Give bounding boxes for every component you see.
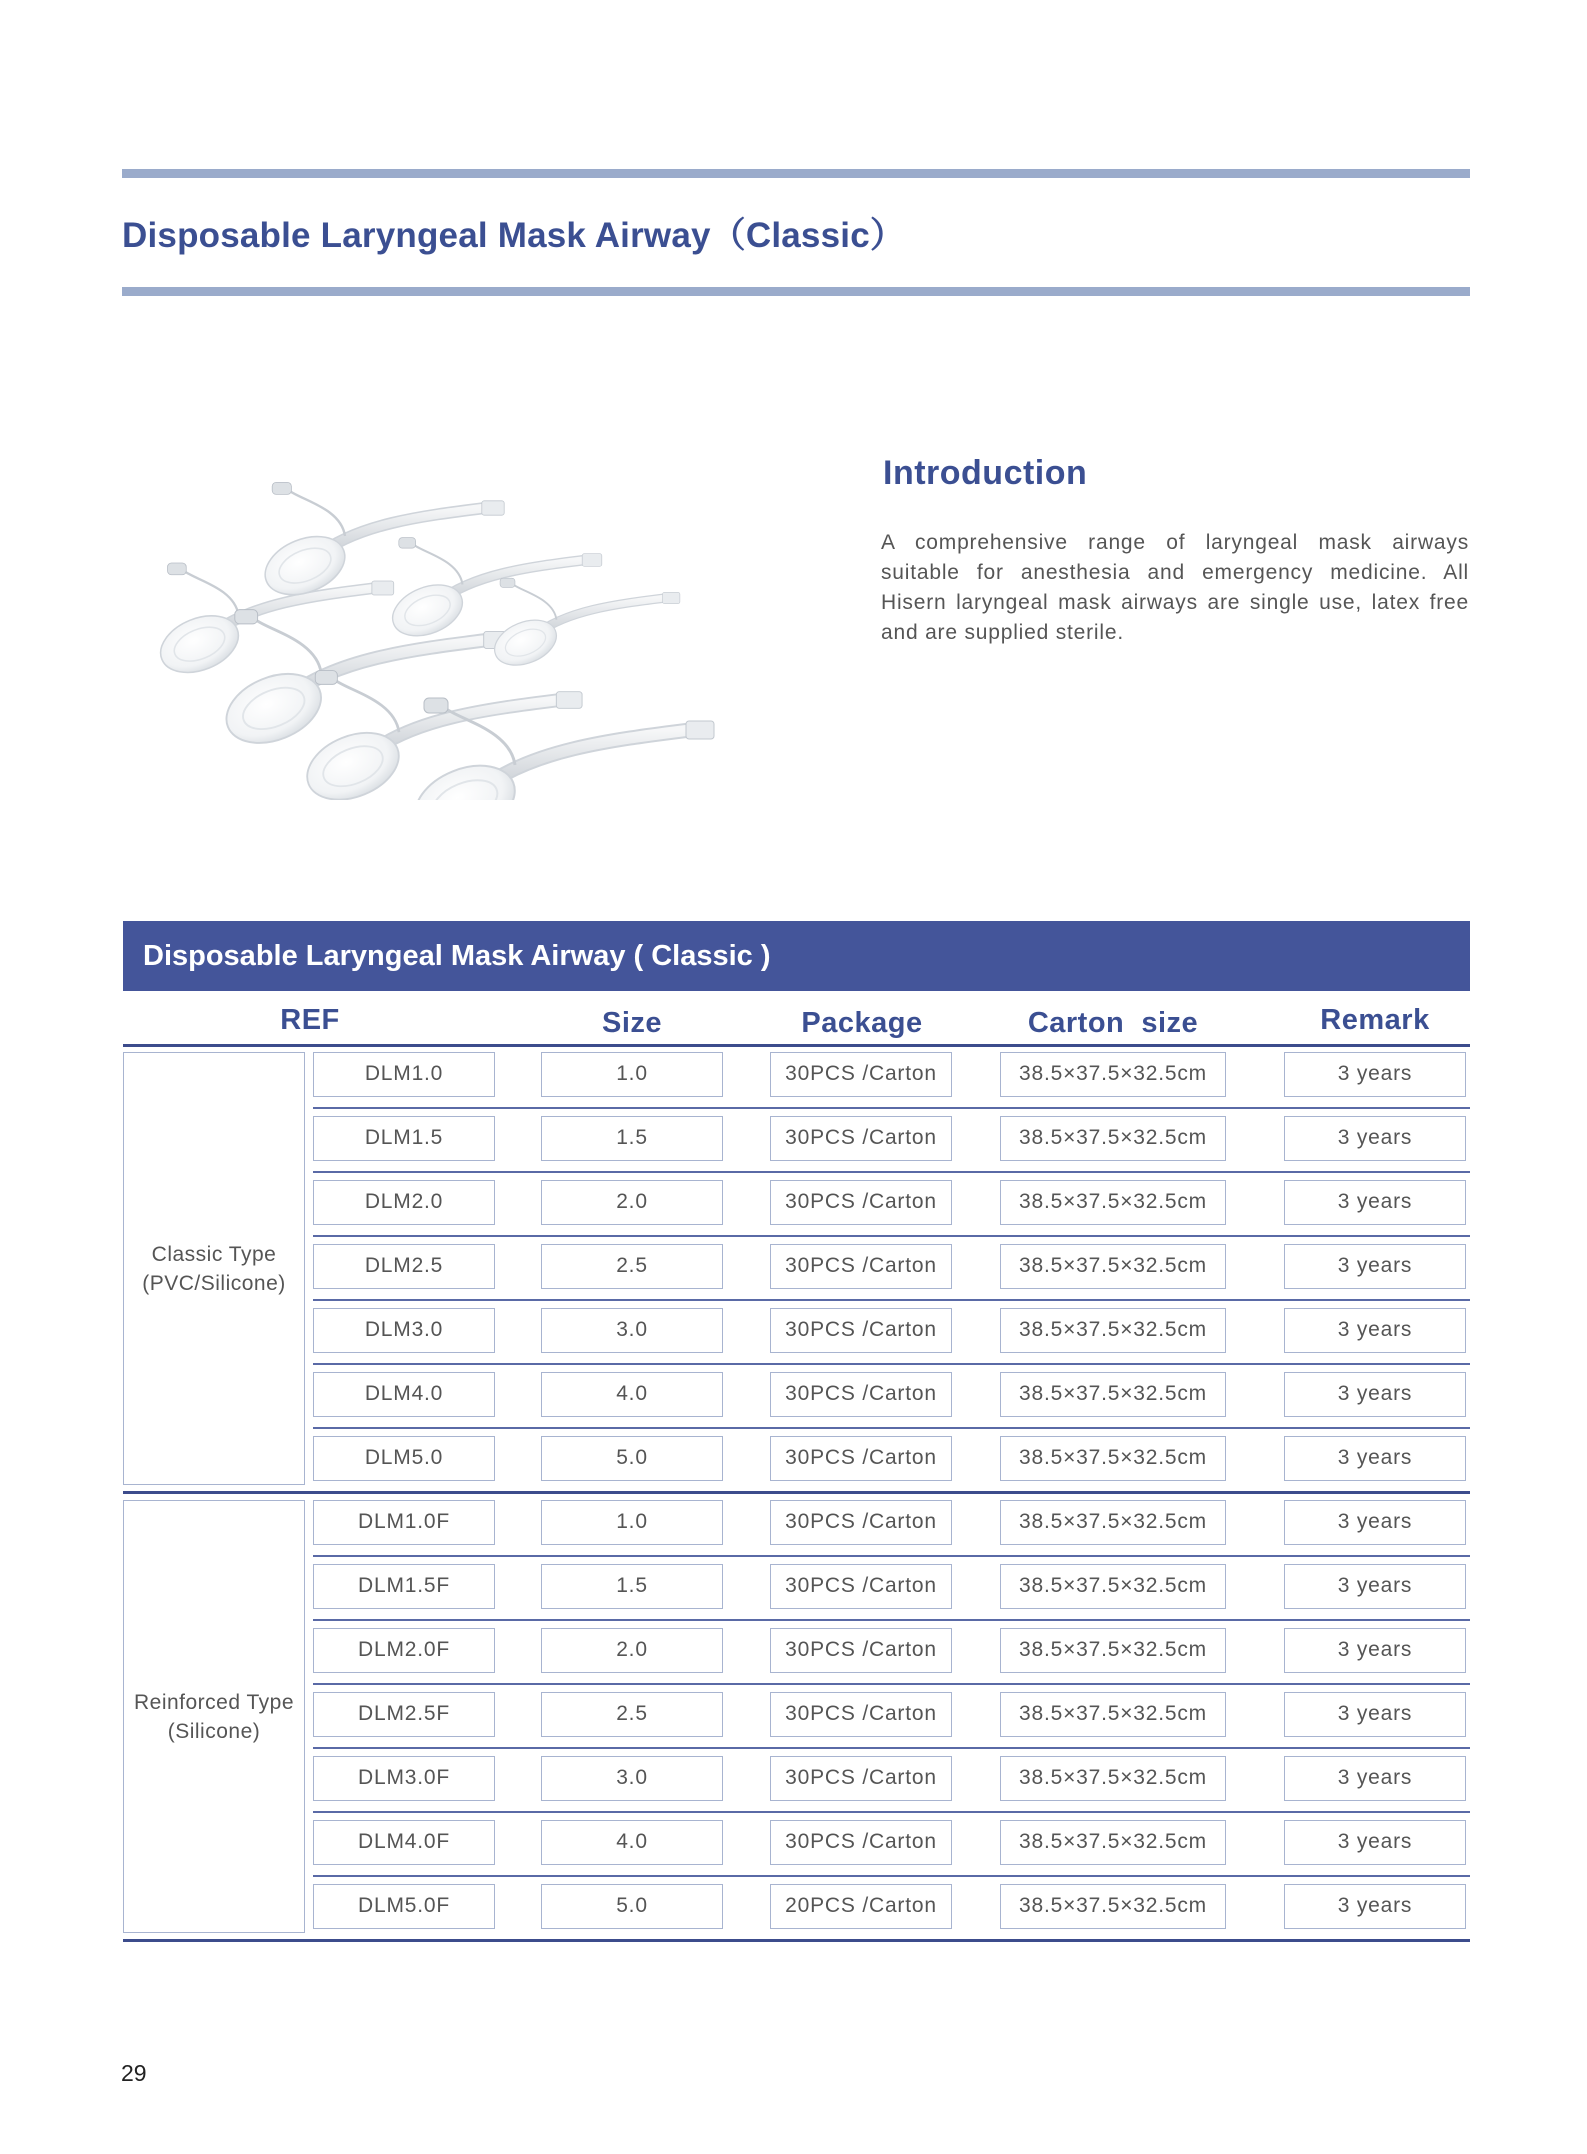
cell-size: 2.5: [541, 1692, 723, 1737]
group-label: [123, 1500, 305, 1933]
cell-carton-size: 38.5×37.5×32.5cm: [1000, 1884, 1226, 1929]
group-label-line1: Reinforced Type: [133, 1690, 295, 1714]
row-divider: [313, 1619, 1470, 1621]
cell-carton-size: 38.5×37.5×32.5cm: [1000, 1116, 1226, 1161]
laryngeal-mask-product-image: [130, 450, 820, 800]
cell-package: 30PCS /Carton: [770, 1052, 952, 1097]
cell-ref: DLM2.0F: [313, 1628, 495, 1673]
group-label-line2: (Silicone): [167, 1719, 261, 1743]
cell-package: 30PCS /Carton: [770, 1564, 952, 1609]
cell-package: 30PCS /Carton: [770, 1628, 952, 1673]
cell-remark: 3 years: [1284, 1308, 1466, 1353]
title-rule: [122, 287, 1470, 296]
cell-remark: 3 years: [1284, 1628, 1466, 1673]
row-divider: [313, 1171, 1470, 1173]
cell-ref: DLM5.0: [313, 1436, 495, 1481]
cell-size: 2.5: [541, 1244, 723, 1289]
cell-remark: 3 years: [1284, 1564, 1466, 1609]
header-rule: [123, 1044, 1470, 1047]
cell-remark: 3 years: [1284, 1820, 1466, 1865]
group-divider: [123, 1491, 1470, 1494]
cell-package: 30PCS /Carton: [770, 1692, 952, 1737]
cell-ref: DLM2.0: [313, 1180, 495, 1225]
col-header-ref: REF: [280, 1004, 340, 1036]
cell-carton-size: 38.5×37.5×32.5cm: [1000, 1372, 1226, 1417]
row-divider: [313, 1747, 1470, 1749]
cell-package: 30PCS /Carton: [770, 1244, 952, 1289]
cell-carton-size: 38.5×37.5×32.5cm: [1000, 1052, 1226, 1097]
col-header-size: Size: [601, 1007, 663, 1039]
cell-remark: 3 years: [1284, 1180, 1466, 1225]
row-divider: [313, 1811, 1470, 1813]
cell-remark: 3 years: [1284, 1244, 1466, 1289]
cell-package: 30PCS /Carton: [770, 1500, 952, 1545]
table-banner: Disposable Laryngeal Mask Airway ( Classic ): [123, 921, 1470, 991]
cell-ref: DLM1.5: [313, 1116, 495, 1161]
cell-remark: 3 years: [1284, 1692, 1466, 1737]
cell-carton-size: 38.5×37.5×32.5cm: [1000, 1244, 1226, 1289]
cell-package: 30PCS /Carton: [770, 1180, 952, 1225]
intro-heading: Introduction: [883, 454, 1088, 492]
cell-remark: 3 years: [1284, 1756, 1466, 1801]
col-header-package: Package: [801, 1007, 923, 1039]
cell-size: 1.5: [541, 1116, 723, 1161]
cell-size: 5.0: [541, 1436, 723, 1481]
page-number: 29: [121, 2060, 147, 2086]
cell-remark: 3 years: [1284, 1372, 1466, 1417]
group-label-line2: (PVC/Silicone): [142, 1271, 286, 1295]
row-divider: [313, 1363, 1470, 1365]
cell-package: 30PCS /Carton: [770, 1820, 952, 1865]
cell-package: 20PCS /Carton: [770, 1884, 952, 1929]
cell-ref: DLM2.5: [313, 1244, 495, 1289]
cell-ref: DLM1.5F: [313, 1564, 495, 1609]
cell-size: 3.0: [541, 1308, 723, 1353]
cell-remark: 3 years: [1284, 1052, 1466, 1097]
col-header-remark: Remark: [1320, 1004, 1430, 1036]
cell-carton-size: 38.5×37.5×32.5cm: [1000, 1692, 1226, 1737]
cell-carton-size: 38.5×37.5×32.5cm: [1000, 1820, 1226, 1865]
cell-size: 1.0: [541, 1052, 723, 1097]
cell-carton-size: 38.5×37.5×32.5cm: [1000, 1628, 1226, 1673]
cell-carton-size: 38.5×37.5×32.5cm: [1000, 1180, 1226, 1225]
cell-package: 30PCS /Carton: [770, 1116, 952, 1161]
cell-size: 2.0: [541, 1180, 723, 1225]
cell-ref: DLM1.0F: [313, 1500, 495, 1545]
cell-ref: DLM1.0: [313, 1052, 495, 1097]
top-rule: [122, 169, 1470, 178]
cell-carton-size: 38.5×37.5×32.5cm: [1000, 1564, 1226, 1609]
group-divider: [123, 1939, 1470, 1942]
cell-size: 2.0: [541, 1628, 723, 1673]
cell-carton-size: 38.5×37.5×32.5cm: [1000, 1756, 1226, 1801]
cell-size: 5.0: [541, 1884, 723, 1929]
row-divider: [313, 1107, 1470, 1109]
row-divider: [313, 1875, 1470, 1877]
cell-size: 4.0: [541, 1820, 723, 1865]
row-divider: [313, 1427, 1470, 1429]
col-header-carton-size: Carton size: [1027, 1007, 1199, 1039]
cell-ref: DLM3.0F: [313, 1756, 495, 1801]
cell-package: 30PCS /Carton: [770, 1308, 952, 1353]
cell-package: 30PCS /Carton: [770, 1372, 952, 1417]
group-label-line1: Classic Type: [151, 1242, 277, 1266]
cell-size: 3.0: [541, 1756, 723, 1801]
row-divider: [313, 1299, 1470, 1301]
cell-remark: 3 years: [1284, 1436, 1466, 1481]
cell-remark: 3 years: [1284, 1116, 1466, 1161]
cell-size: 1.5: [541, 1564, 723, 1609]
cell-size: 1.0: [541, 1500, 723, 1545]
cell-carton-size: 38.5×37.5×32.5cm: [1000, 1436, 1226, 1481]
cell-carton-size: 38.5×37.5×32.5cm: [1000, 1308, 1226, 1353]
row-divider: [313, 1555, 1470, 1557]
cell-ref: DLM5.0F: [313, 1884, 495, 1929]
cell-size: 4.0: [541, 1372, 723, 1417]
group-label: [123, 1052, 305, 1485]
cell-remark: 3 years: [1284, 1884, 1466, 1929]
page-title: Disposable Laryngeal Mask Airway（Classic）: [122, 216, 906, 255]
cell-package: 30PCS /Carton: [770, 1756, 952, 1801]
row-divider: [313, 1683, 1470, 1685]
cell-carton-size: 38.5×37.5×32.5cm: [1000, 1500, 1226, 1545]
intro-text: A comprehensive range of laryngeal mask airways suitable for anesthesia and emergency medicine. All Hisern laryngeal mask airways are single use, latex free and are supplied sterile.: [881, 531, 1469, 644]
cell-ref: DLM4.0: [313, 1372, 495, 1417]
cell-remark: 3 years: [1284, 1500, 1466, 1545]
cell-package: 30PCS /Carton: [770, 1436, 952, 1481]
cell-ref: DLM2.5F: [313, 1692, 495, 1737]
cell-ref: DLM4.0F: [313, 1820, 495, 1865]
cell-ref: DLM3.0: [313, 1308, 495, 1353]
row-divider: [313, 1235, 1470, 1237]
